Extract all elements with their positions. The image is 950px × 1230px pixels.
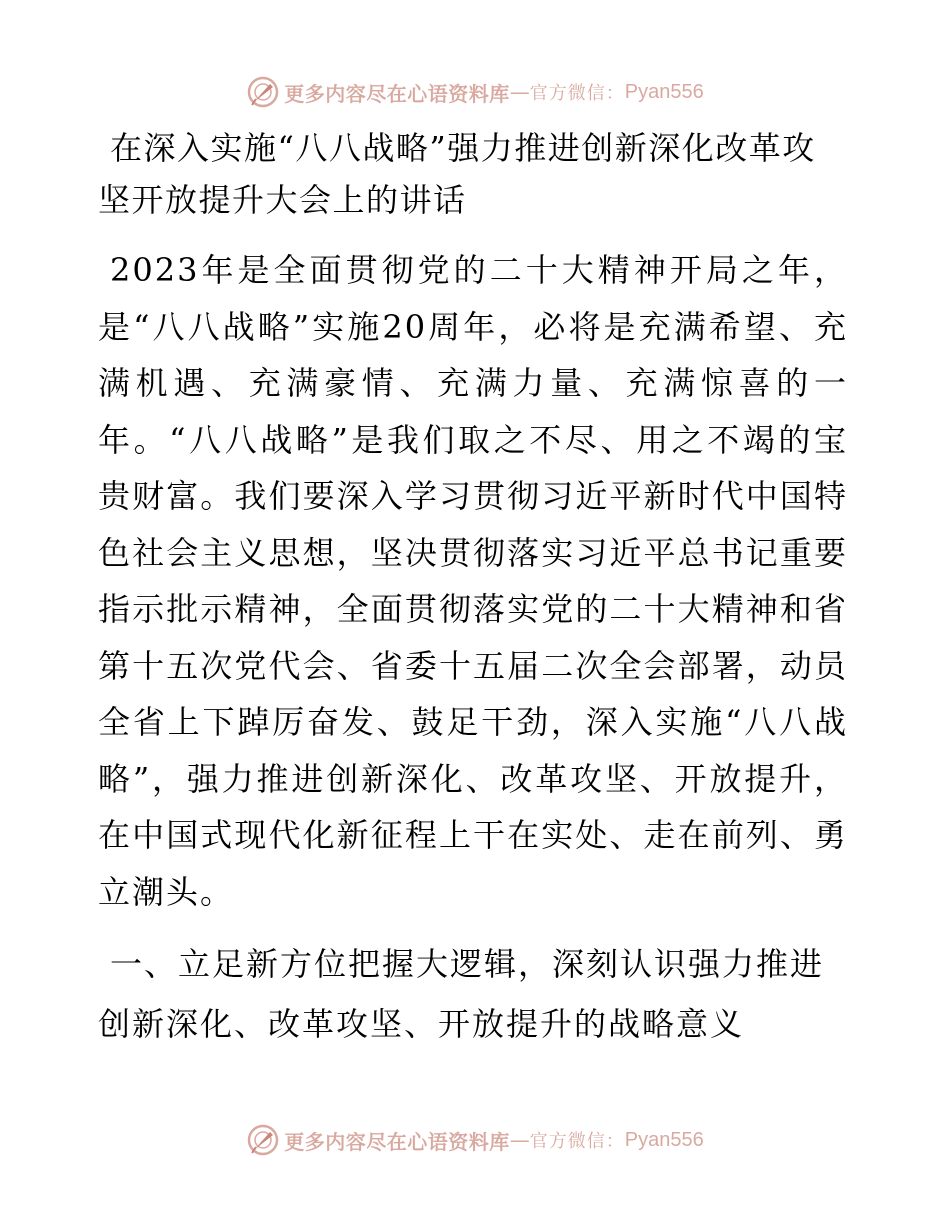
watermark-banner-top	[0, 72, 950, 112]
watermark-main-text: 更多内容尽在心语资料库	[284, 1129, 510, 1154]
watermark-wechat-id: Pyan556	[624, 80, 704, 103]
document-body	[98, 122, 848, 1054]
watermark-sub-text: 官方微信：	[529, 83, 625, 104]
document-title: 在深入实施“八八战略”强力推进创新深化改革攻坚开放提升大会上的讲话	[98, 129, 816, 219]
watermark-wechat-id: Pyan556	[624, 1128, 704, 1151]
watermark-sub-text: 官方微信：	[529, 1131, 625, 1152]
intro-paragraph: 2023年是全面贯彻党的二十大精神开局之年，是“八八战略”实施20周年，必将是充满希望、充满机遇、充满豪情、充满力量、充满惊喜的一年。“八八战略”是我们取之不尽、用之不竭的宝贵财富。我们要深入学习贯彻习近平新时代中国特色社会主义思想，坚决贯彻落实习近平总书记重要指示批示精神，全面贯彻落实党的二十大精神和省第十五次党代会、省委十五届二次全会部署，动员全省上下踔厉奋发、鼓足干劲，深入实施“八八战略”，强力推进创新深化、改革攻坚、开放提升，在中国式现代化新征程上干在实处、走在前列、勇立潮头。	[98, 251, 848, 911]
watermark-separator: —	[509, 80, 530, 104]
watermark-main-text: 更多内容尽在心语资料库	[284, 81, 510, 106]
watermark-banner-bottom	[0, 1120, 950, 1160]
section-heading: 一、立足新方位把握大逻辑，深刻认识强力推进创新深化、改革攻坚、开放提升的战略意义	[98, 945, 825, 1043]
quill-logo-icon	[246, 1123, 280, 1157]
watermark-separator: —	[509, 1128, 530, 1152]
quill-logo-icon	[246, 75, 280, 109]
